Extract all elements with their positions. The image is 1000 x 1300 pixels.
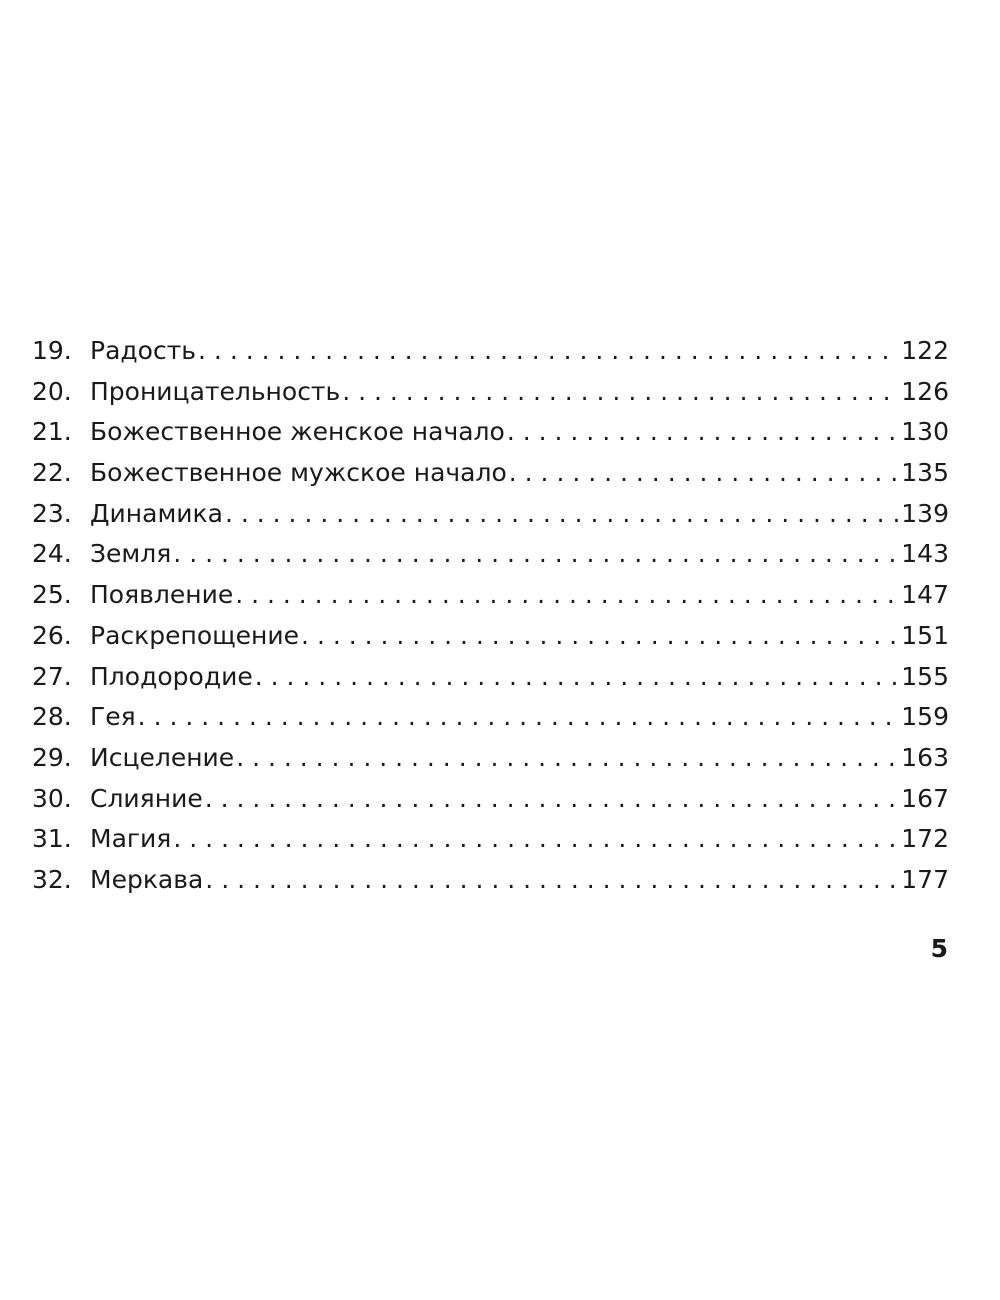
entry-page: 143: [901, 539, 949, 569]
entry-page: 122: [901, 336, 949, 365]
entry-page: 151: [901, 620, 949, 650]
entry-title: Радость: [90, 336, 197, 365]
toc-entry[interactable]: [32, 580, 949, 621]
toc-entry[interactable]: [32, 539, 949, 580]
dot-leader: [205, 865, 899, 894]
entry-number: 20.: [32, 376, 72, 406]
dot-leader: [225, 499, 899, 528]
toc-entry[interactable]: [32, 702, 949, 743]
entry-title: Плодородие: [90, 661, 253, 691]
entry-page: 139: [901, 498, 949, 528]
entry-number: 25.: [32, 580, 72, 610]
entry-number: 32.: [32, 864, 72, 894]
entry-page: 126: [901, 376, 949, 406]
entry-title: Проницательность: [90, 376, 341, 406]
entry-title: Гея: [90, 702, 136, 732]
entry-title: Слияние: [90, 783, 203, 813]
toc-entry[interactable]: [32, 865, 949, 906]
entry-number: 21.: [32, 417, 72, 447]
entry-number: 29.: [32, 742, 72, 772]
entry-title: Божественное мужское начало: [90, 458, 507, 488]
entry-title: Динамика: [90, 498, 223, 528]
entry-number: 23.: [32, 498, 72, 528]
entry-page: 135: [901, 458, 949, 488]
toc-entry[interactable]: [32, 824, 949, 865]
dot-leader: [236, 743, 899, 772]
dot-leader: [507, 417, 899, 446]
toc-entry[interactable]: [32, 377, 949, 418]
entry-title: Земля: [90, 539, 172, 569]
entry-page: 155: [901, 661, 949, 691]
entry-title: Магия: [90, 824, 172, 854]
entry-page: 177: [901, 864, 949, 894]
entry-page: 147: [901, 580, 949, 610]
entry-number: 22.: [32, 458, 72, 488]
dot-leader: [138, 702, 900, 731]
toc-entry[interactable]: [32, 662, 949, 703]
dot-leader: [235, 580, 899, 609]
toc-entry[interactable]: [32, 458, 949, 499]
dot-leader: [198, 336, 899, 365]
toc-entry[interactable]: [32, 336, 949, 377]
entry-page: 130: [901, 417, 949, 447]
entry-number: 31.: [32, 824, 72, 854]
page-number: 5: [930, 934, 948, 963]
dot-leader: [173, 539, 899, 568]
toc-entry[interactable]: [32, 784, 949, 825]
entry-number: 19.: [32, 336, 72, 365]
entry-number: 24.: [32, 539, 72, 569]
toc-entry[interactable]: [32, 417, 949, 458]
toc-entry[interactable]: [32, 499, 949, 540]
dot-leader: [509, 458, 900, 487]
entry-number: 26.: [32, 620, 72, 650]
entry-title: Раскрепощение: [90, 620, 300, 650]
dot-leader: [342, 377, 899, 406]
entry-number: 27.: [32, 661, 72, 691]
entry-title: Божественное женское начало: [90, 417, 505, 447]
entry-page: 159: [901, 702, 949, 732]
table-of-contents: [32, 336, 949, 906]
dot-leader: [205, 784, 900, 813]
entry-title: Появление: [90, 580, 234, 610]
dot-leader: [301, 621, 899, 650]
entry-page: 163: [901, 742, 949, 772]
entry-page: 167: [901, 783, 949, 813]
entry-number: 30.: [32, 783, 72, 813]
dot-leader: [255, 662, 900, 691]
entry-title: Исцеление: [90, 742, 235, 772]
entry-page: 172: [901, 824, 949, 854]
entry-title: Меркава: [90, 864, 204, 894]
toc-entry[interactable]: [32, 743, 949, 784]
dot-leader: [173, 824, 899, 853]
entry-number: 28.: [32, 702, 72, 732]
toc-entry[interactable]: [32, 621, 949, 662]
